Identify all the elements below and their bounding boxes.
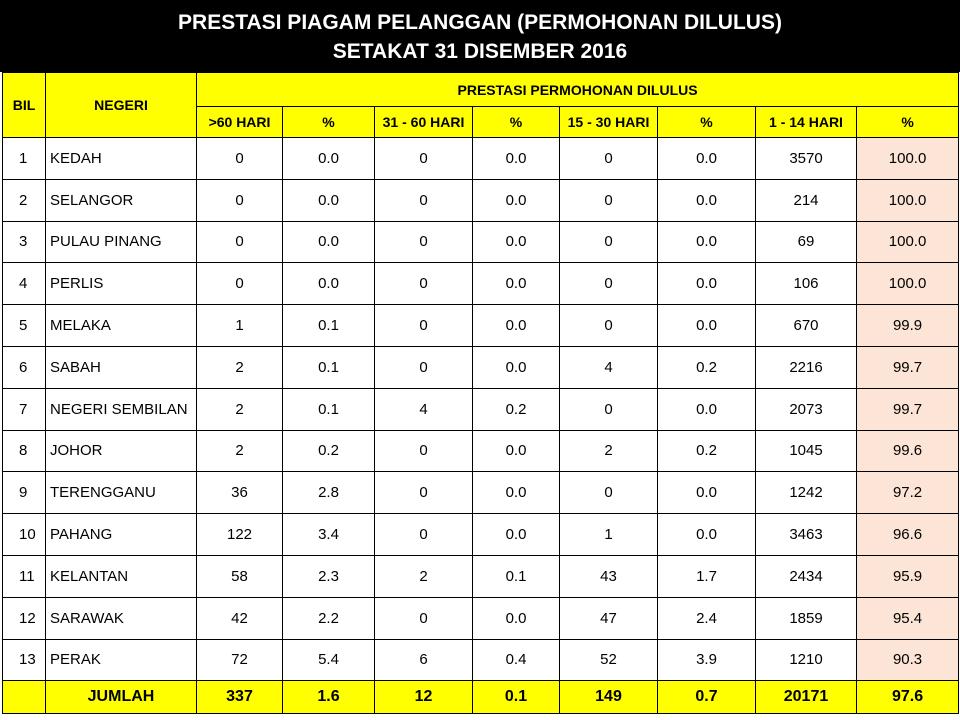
cell-d1-14: 2434	[756, 555, 857, 597]
cell-d1-14: 2073	[756, 388, 857, 430]
total-cell-d15-30-pct: 0.7	[658, 681, 756, 714]
cell-negeri: SARAWAK	[46, 597, 197, 639]
cell-negeri: MELAKA	[46, 305, 197, 347]
sub-header-1: >60 HARI	[197, 107, 283, 138]
cell-d15-30-pct: 0.0	[658, 305, 756, 347]
cell-d31-60: 0	[375, 597, 473, 639]
cell-d31-60-pct: 0.0	[473, 305, 560, 347]
cell-bil: 10	[3, 514, 46, 556]
cell-d1-14: 69	[756, 221, 857, 263]
cell-negeri: PERLIS	[46, 263, 197, 305]
cell-negeri: SABAH	[46, 346, 197, 388]
table-body	[3, 138, 959, 714]
cell-d15-30: 0	[560, 472, 658, 514]
cell-d31-60: 0	[375, 221, 473, 263]
total-cell-d1-14-pct: 97.6	[857, 681, 959, 714]
header-group: PRESTASI PERMOHONAN DILULUS	[197, 73, 959, 107]
sub-header-4: %	[473, 107, 560, 138]
cell-d31-60: 0	[375, 305, 473, 347]
cell-d31-60: 0	[375, 514, 473, 556]
cell-d15-30: 52	[560, 639, 658, 681]
table-row	[3, 639, 959, 681]
header-bil: BIL	[3, 73, 46, 138]
cell-d31-60: 0	[375, 472, 473, 514]
cell-negeri: SELANGOR	[46, 179, 197, 221]
cell-d1-14-pct: 90.3	[857, 639, 959, 681]
cell-bil: 9	[3, 472, 46, 514]
cell-d15-30-pct: 2.4	[658, 597, 756, 639]
sub-header-7: 1 - 14 HARI	[756, 107, 857, 138]
cell-d31-60: 0	[375, 430, 473, 472]
cell-negeri: TERENGGANU	[46, 472, 197, 514]
table-row	[3, 346, 959, 388]
cell-d31-60-pct: 0.0	[473, 263, 560, 305]
cell-d15-30: 0	[560, 263, 658, 305]
total-cell-over60: 337	[197, 681, 283, 714]
cell-over60-pct: 0.1	[283, 388, 375, 430]
cell-d31-60: 4	[375, 388, 473, 430]
sub-header-5: 15 - 30 HARI	[560, 107, 658, 138]
cell-d31-60-pct: 0.1	[473, 555, 560, 597]
table-row	[3, 388, 959, 430]
cell-d31-60-pct: 0.0	[473, 179, 560, 221]
cell-d31-60: 0	[375, 346, 473, 388]
cell-d15-30-pct: 0.0	[658, 472, 756, 514]
total-cell-bil	[3, 681, 46, 714]
cell-d1-14-pct: 99.7	[857, 346, 959, 388]
cell-d1-14-pct: 100.0	[857, 138, 959, 180]
cell-d31-60: 6	[375, 639, 473, 681]
cell-d31-60-pct: 0.0	[473, 346, 560, 388]
cell-d15-30: 0	[560, 388, 658, 430]
cell-d1-14: 1859	[756, 597, 857, 639]
cell-d1-14-pct: 96.6	[857, 514, 959, 556]
cell-bil: 7	[3, 388, 46, 430]
total-cell-over60-pct: 1.6	[283, 681, 375, 714]
header-negeri: NEGERI	[46, 73, 197, 138]
table-row	[3, 597, 959, 639]
cell-d15-30-pct: 0.0	[658, 221, 756, 263]
cell-d1-14: 2216	[756, 346, 857, 388]
cell-negeri: PULAU PINANG	[46, 221, 197, 263]
table-row	[3, 472, 959, 514]
cell-over60-pct: 0.0	[283, 179, 375, 221]
cell-over60: 0	[197, 221, 283, 263]
cell-d15-30-pct: 0.0	[658, 514, 756, 556]
cell-d1-14-pct: 99.9	[857, 305, 959, 347]
cell-d1-14: 3463	[756, 514, 857, 556]
cell-d31-60-pct: 0.2	[473, 388, 560, 430]
table-row	[3, 179, 959, 221]
cell-d31-60-pct: 0.0	[473, 597, 560, 639]
cell-bil: 13	[3, 639, 46, 681]
cell-bil: 4	[3, 263, 46, 305]
cell-d31-60: 0	[375, 179, 473, 221]
cell-d1-14: 1242	[756, 472, 857, 514]
cell-d15-30-pct: 0.0	[658, 179, 756, 221]
cell-bil: 3	[3, 221, 46, 263]
cell-d15-30: 0	[560, 138, 658, 180]
sub-header-6: %	[658, 107, 756, 138]
cell-d1-14: 1045	[756, 430, 857, 472]
cell-over60: 122	[197, 514, 283, 556]
cell-over60: 0	[197, 263, 283, 305]
page-subtitle: SETAKAT 31 DISEMBER 2016	[332, 40, 628, 63]
cell-bil: 5	[3, 305, 46, 347]
cell-over60: 0	[197, 179, 283, 221]
cell-d15-30: 0	[560, 221, 658, 263]
cell-d1-14: 1210	[756, 639, 857, 681]
performance-table	[2, 72, 959, 714]
cell-d15-30-pct: 3.9	[658, 639, 756, 681]
cell-over60: 1	[197, 305, 283, 347]
total-cell-d1-14: 20171	[756, 681, 857, 714]
cell-d1-14-pct: 100.0	[857, 263, 959, 305]
cell-d31-60: 0	[375, 263, 473, 305]
sub-header-2: %	[283, 107, 375, 138]
table-row	[3, 430, 959, 472]
cell-d15-30: 43	[560, 555, 658, 597]
cell-d1-14-pct: 95.9	[857, 555, 959, 597]
cell-d31-60-pct: 0.0	[473, 138, 560, 180]
sub-header-8: %	[857, 107, 959, 138]
cell-d15-30: 47	[560, 597, 658, 639]
cell-d1-14-pct: 99.6	[857, 430, 959, 472]
cell-over60-pct: 3.4	[283, 514, 375, 556]
cell-over60-pct: 0.0	[283, 221, 375, 263]
table-row	[3, 263, 959, 305]
cell-d1-14-pct: 100.0	[857, 221, 959, 263]
cell-d15-30: 2	[560, 430, 658, 472]
table-row	[3, 514, 959, 556]
cell-over60-pct: 2.3	[283, 555, 375, 597]
cell-over60: 2	[197, 388, 283, 430]
total-cell-negeri: JUMLAH	[46, 681, 197, 714]
cell-negeri: KEDAH	[46, 138, 197, 180]
cell-d31-60-pct: 0.0	[473, 430, 560, 472]
table-row	[3, 305, 959, 347]
cell-d15-30-pct: 0.0	[658, 263, 756, 305]
total-cell-d15-30: 149	[560, 681, 658, 714]
cell-over60-pct: 2.8	[283, 472, 375, 514]
cell-over60: 58	[197, 555, 283, 597]
cell-d15-30: 4	[560, 346, 658, 388]
cell-negeri: PERAK	[46, 639, 197, 681]
cell-over60-pct: 0.0	[283, 138, 375, 180]
total-cell-d31-60-pct: 0.1	[473, 681, 560, 714]
cell-over60-pct: 2.2	[283, 597, 375, 639]
cell-bil: 8	[3, 430, 46, 472]
cell-d1-14-pct: 100.0	[857, 179, 959, 221]
cell-d15-30-pct: 1.7	[658, 555, 756, 597]
cell-d31-60: 0	[375, 138, 473, 180]
cell-d31-60-pct: 0.0	[473, 472, 560, 514]
cell-over60: 42	[197, 597, 283, 639]
cell-negeri: PAHANG	[46, 514, 197, 556]
cell-bil: 1	[3, 138, 46, 180]
cell-over60-pct: 0.1	[283, 346, 375, 388]
total-cell-d31-60: 12	[375, 681, 473, 714]
cell-d15-30-pct: 0.2	[658, 430, 756, 472]
cell-negeri: JOHOR	[46, 430, 197, 472]
cell-over60-pct: 5.4	[283, 639, 375, 681]
cell-d1-14: 3570	[756, 138, 857, 180]
cell-bil: 12	[3, 597, 46, 639]
cell-d15-30: 0	[560, 179, 658, 221]
sub-header-3: 31 - 60 HARI	[375, 107, 473, 138]
cell-d31-60-pct: 0.0	[473, 514, 560, 556]
cell-bil: 2	[3, 179, 46, 221]
cell-d31-60: 2	[375, 555, 473, 597]
table-row	[3, 221, 959, 263]
cell-over60: 0	[197, 138, 283, 180]
cell-d15-30: 0	[560, 305, 658, 347]
cell-d1-14: 214	[756, 179, 857, 221]
page-title: PRESTASI PIAGAM PELANGGAN (PERMOHONAN DILULUS)	[178, 11, 782, 34]
cell-d15-30-pct: 0.0	[658, 138, 756, 180]
cell-d1-14: 106	[756, 263, 857, 305]
title-bar	[0, 0, 960, 72]
cell-d15-30-pct: 0.0	[658, 388, 756, 430]
cell-negeri: NEGERI SEMBILAN	[46, 388, 197, 430]
cell-over60-pct: 0.1	[283, 305, 375, 347]
cell-d31-60-pct: 0.4	[473, 639, 560, 681]
cell-over60-pct: 0.2	[283, 430, 375, 472]
cell-over60-pct: 0.0	[283, 263, 375, 305]
cell-bil: 11	[3, 555, 46, 597]
cell-over60: 2	[197, 346, 283, 388]
cell-d31-60-pct: 0.0	[473, 221, 560, 263]
cell-negeri: KELANTAN	[46, 555, 197, 597]
cell-bil: 6	[3, 346, 46, 388]
cell-d1-14-pct: 99.7	[857, 388, 959, 430]
cell-d1-14-pct: 97.2	[857, 472, 959, 514]
cell-over60: 72	[197, 639, 283, 681]
cell-d15-30-pct: 0.2	[658, 346, 756, 388]
table-row	[3, 138, 959, 180]
cell-d15-30: 1	[560, 514, 658, 556]
cell-d1-14-pct: 95.4	[857, 597, 959, 639]
cell-d1-14: 670	[756, 305, 857, 347]
table-row	[3, 555, 959, 597]
cell-over60: 36	[197, 472, 283, 514]
total-row	[3, 681, 959, 714]
cell-over60: 2	[197, 430, 283, 472]
